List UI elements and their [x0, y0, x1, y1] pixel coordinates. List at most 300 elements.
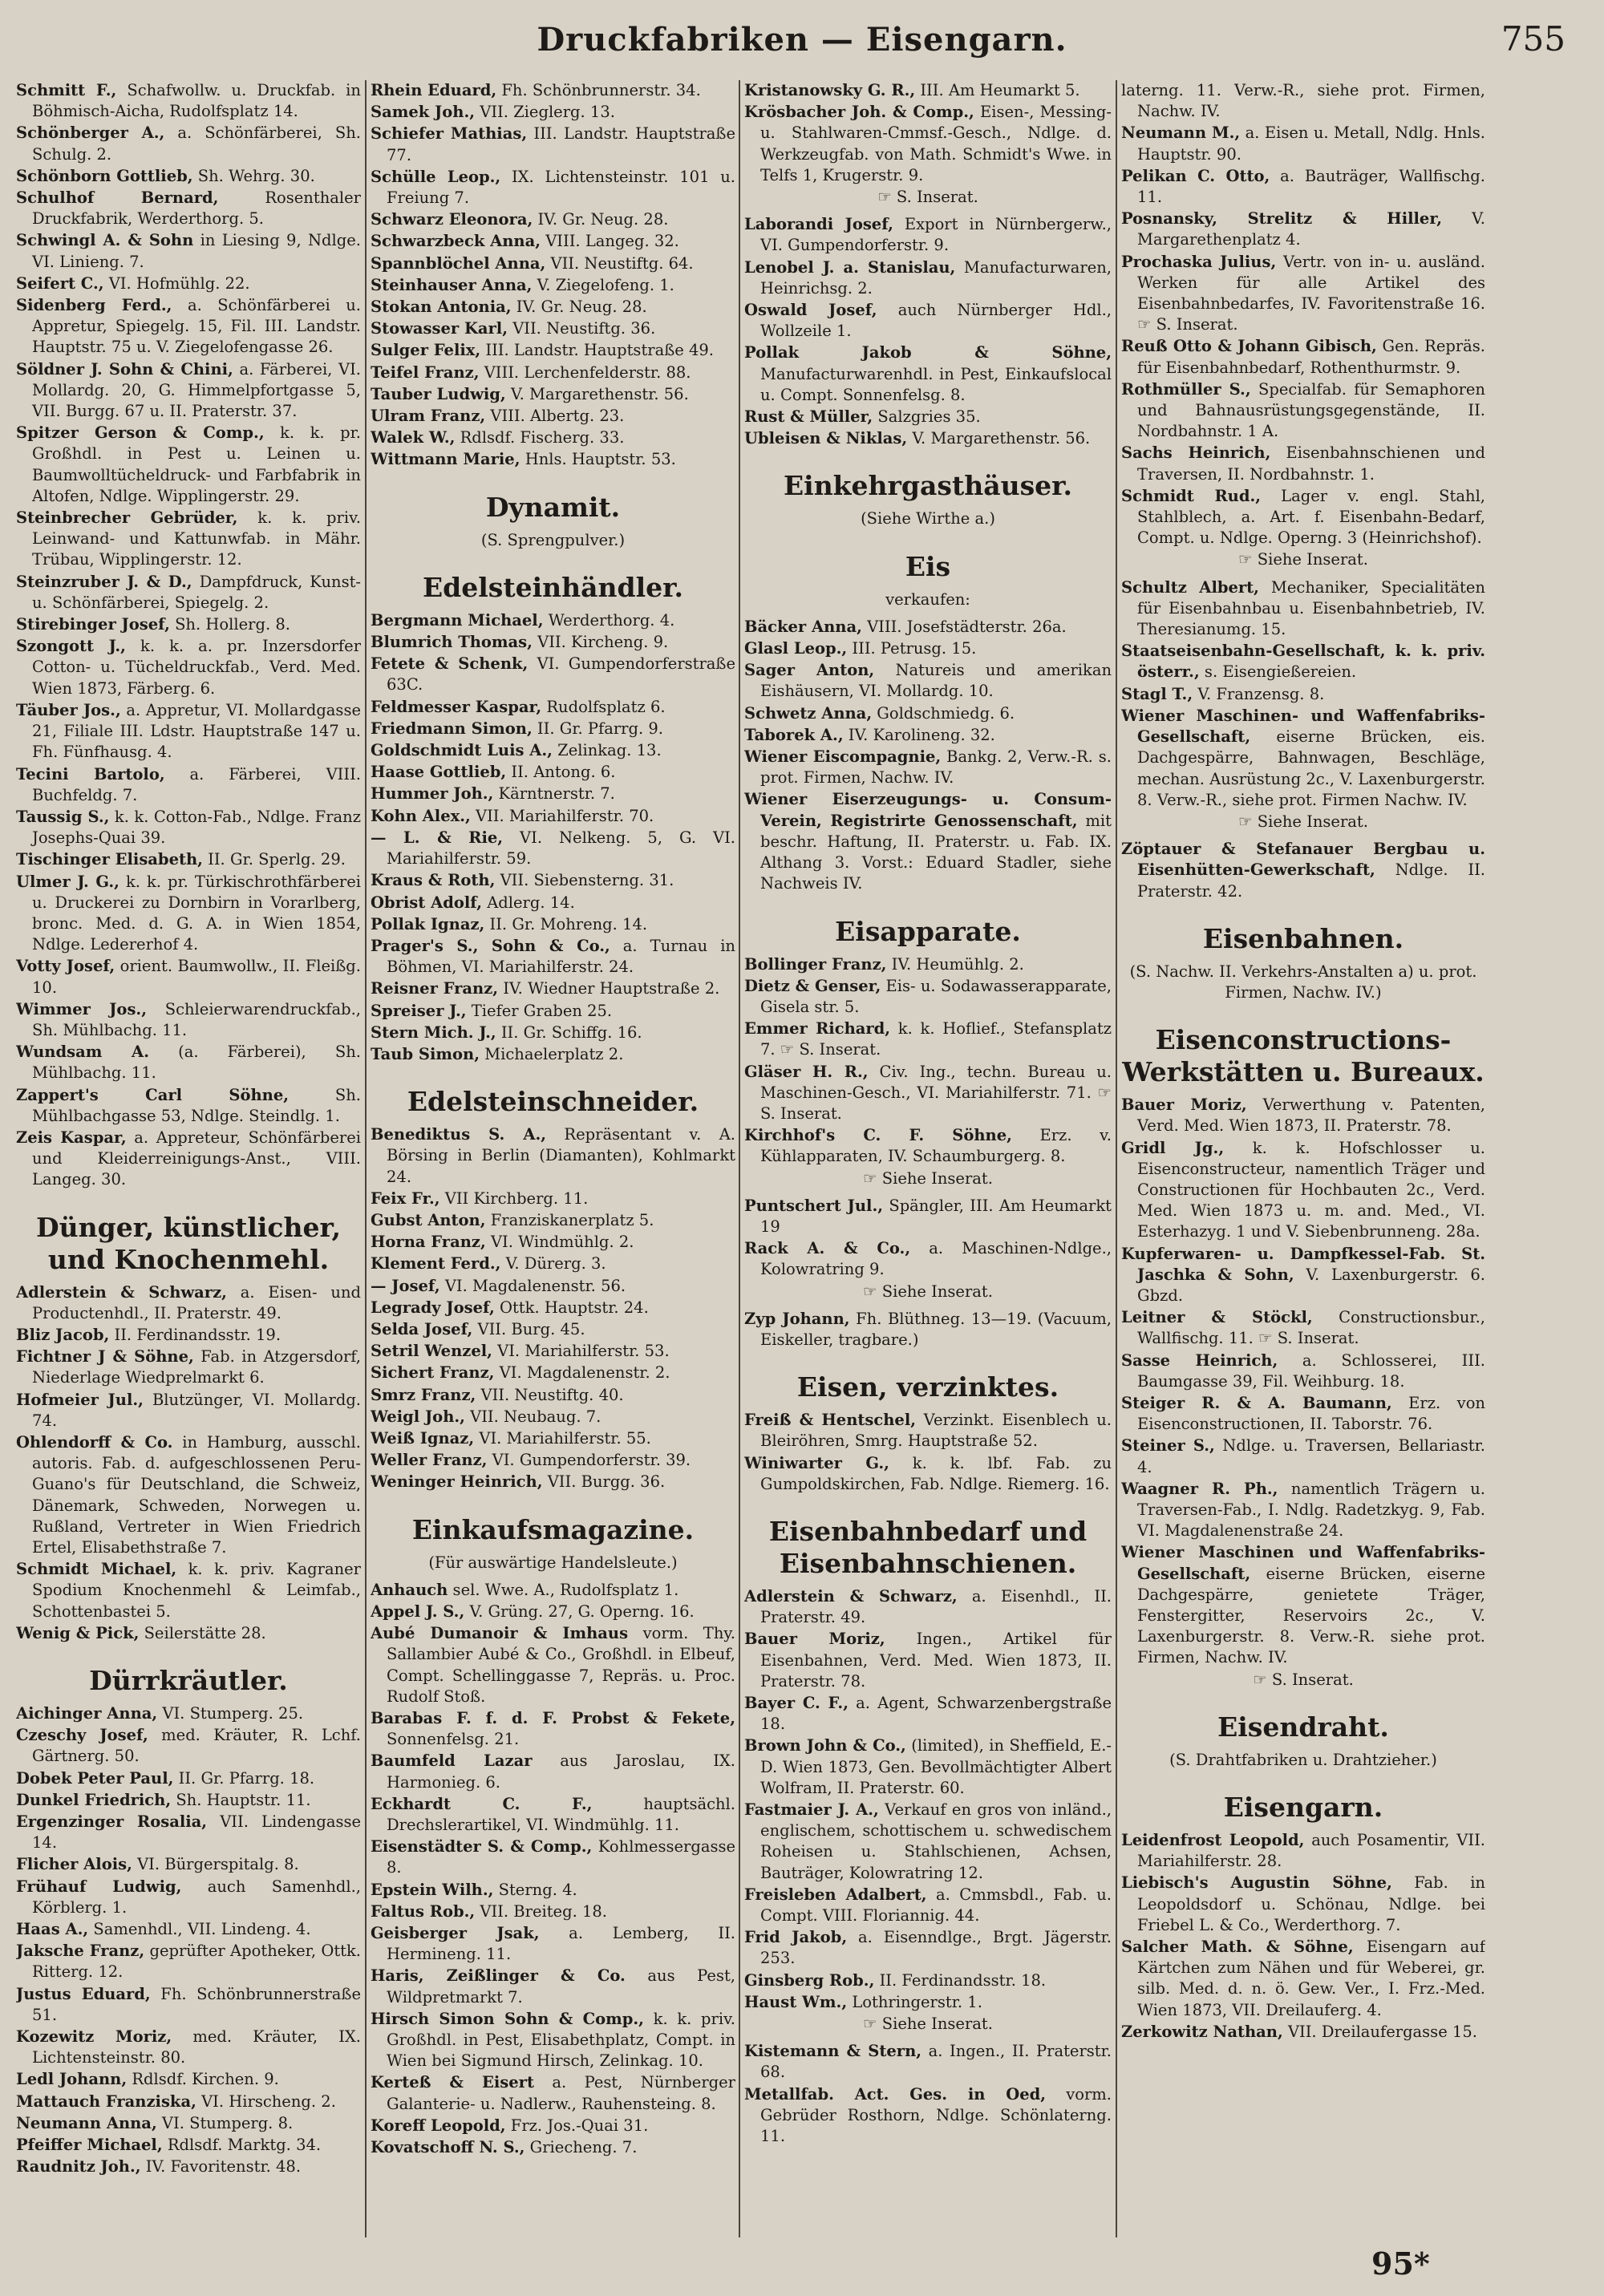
- section-note: ☞ Siehe Inserat.: [1238, 550, 1368, 569]
- entry-name: Hirsch Simon Sohn & Comp.,: [371, 2009, 644, 2028]
- entry-details: Verzinkt. Eisenblech u. Bleiröhren, Smrg. Hauptstraße 52.: [760, 1411, 1112, 1451]
- directory-entry: [744, 725, 1112, 746]
- directory-entry: [1121, 684, 1485, 705]
- directory-entry: [371, 978, 735, 999]
- directory-entry: [16, 230, 361, 272]
- entry-name: Eisenstädter S. & Comp.,: [371, 1837, 593, 1857]
- entry-name: Haas A.,: [16, 1920, 89, 1939]
- directory-entry: [1121, 166, 1485, 208]
- column-divider: [365, 80, 367, 2237]
- entry-details: VI. Magdalenenstr. 56.: [439, 1276, 626, 1295]
- section-heading: Eisenconstructions-Werkstätten u. Bureaux.: [1122, 1024, 1485, 1088]
- entry-details: Schleierwarendruckfab., Sh. Mühlbachg. 11.: [32, 999, 361, 1039]
- directory-entry: [1121, 2022, 1485, 2043]
- entry-details: Ndlge. II. Praterstr. 42.: [1137, 860, 1485, 901]
- entry-details: a. Maschinen-Ndlge., Kolowratring 9.: [760, 1239, 1112, 1279]
- entry-name: Dobek Peter Paul,: [16, 1768, 174, 1788]
- directory-entry: [744, 1735, 1112, 1799]
- directory-entry: [1121, 1138, 1485, 1243]
- entry-details: V. Margarethenstr. 56.: [907, 429, 1091, 448]
- section-note: ☞ S. Inserat.: [877, 188, 978, 207]
- directory-entry: [371, 1044, 735, 1065]
- directory-entry: [1121, 839, 1485, 902]
- directory-entry: [371, 893, 735, 913]
- directory-entry: [744, 257, 1112, 299]
- entry-name: Laborandi Josef,: [744, 215, 893, 234]
- column-2: [371, 80, 735, 2237]
- directory-entry: [744, 617, 1112, 638]
- directory-entry: [371, 2009, 735, 2072]
- entry-name: Reisner Franz,: [371, 979, 499, 998]
- entry-name: Fetete & Schenk,: [371, 654, 529, 674]
- entry-name: Stern Mich. J.,: [371, 1022, 496, 1042]
- entry-details: a. Färberei, VIII. Buchfeldg. 7.: [32, 764, 361, 804]
- entry-name: Schwingl A. & Sohn: [16, 231, 194, 250]
- entry-name: Goldschmidt Luis A.,: [371, 741, 553, 760]
- directory-entry: [744, 1992, 1112, 2013]
- entry-name: Frühauf Ludwig,: [16, 1877, 182, 1896]
- entry-details: Eisen-, Messing- u. Stahlwaren-Cmmsf.-Gesch., Ndlge. d. Werkzeugfab. von Math. Schmidt's Wwe. in Telfs 1, Krugerstr. 9.: [760, 103, 1112, 184]
- entry-details: k. k. priv. Großhdl. in Pest, Elisabethplatz, Compt. in Wien bei Sigmund Hirsch, Zelinkag. 10.: [387, 2009, 735, 2071]
- page-number: 755: [1501, 19, 1566, 59]
- column-divider: [739, 80, 740, 2237]
- entry-name: Steiner S.,: [1121, 1436, 1215, 1456]
- entry-details: V. Ziegelofeng. 1.: [532, 275, 674, 294]
- entry-details: orient. Baumwollw., II. Fleißg. 10.: [32, 957, 361, 997]
- entry-name: Kovatschoff N. S.,: [371, 2138, 525, 2157]
- directory-entry: [371, 406, 735, 427]
- directory-entry: [371, 1708, 735, 1750]
- directory-entry: [16, 295, 361, 358]
- entry-details: IV. Gr. Neug. 28.: [511, 298, 647, 317]
- directory-entry: [744, 747, 1112, 788]
- entry-name: Sasse Heinrich,: [1121, 1350, 1278, 1370]
- directory-entry: [1121, 1873, 1485, 1936]
- entry-details: k. k. lbf. Fab. zu Gumpoldskirchen, Fab. Ndlge. Riemerg. 16.: [760, 1453, 1112, 1493]
- entry-name: Ledl Johann,: [16, 2070, 128, 2089]
- entry-name: Waagner R. Ph.,: [1121, 1479, 1278, 1498]
- directory-entry: [16, 2135, 361, 2156]
- entry-name: Hofmeier Jul.,: [16, 1390, 144, 1409]
- entry-details: Blutzünger, VI. Mollardg. 74.: [32, 1390, 361, 1430]
- entry-name: Adlerstein & Schwarz,: [744, 1586, 958, 1606]
- directory-entry: [371, 1923, 735, 1965]
- entry-details: II. Ferdinandsstr. 18.: [874, 1970, 1047, 1990]
- entry-details: VI. Hirscheng. 2.: [196, 2092, 336, 2111]
- directory-entry: [16, 1282, 361, 1324]
- directory-entry: [744, 102, 1112, 186]
- directory-entry: [371, 2116, 735, 2136]
- directory-entry: [371, 275, 735, 296]
- directory-entry: [16, 1919, 361, 1940]
- entry-name: Stowasser Karl,: [371, 319, 508, 338]
- entry-name: Tischinger Elisabeth,: [16, 850, 203, 869]
- entry-name: Pelikan C. Otto,: [1121, 166, 1270, 185]
- directory-entry: [1121, 336, 1485, 378]
- directory-entry: [744, 2041, 1112, 2083]
- entry-details: Gen. Repräs. für Eisenbahnbedarf, Rothenthurmstr. 9.: [1137, 337, 1485, 377]
- section-heading: Dünger, künstlicher, und Knochenmehl.: [36, 1211, 341, 1275]
- entry-name: Kristanowsky G. R.,: [744, 81, 916, 99]
- entry-name: Epstein Wilh.,: [371, 1880, 494, 1899]
- directory-entry: [371, 1580, 735, 1601]
- entry-name: Spitzer Gerson & Comp.,: [16, 423, 265, 443]
- entry-details: IV. Wiedner Hauptstraße 2.: [498, 979, 720, 998]
- directory-entry: [1121, 1830, 1485, 1872]
- directory-entry: [371, 1210, 735, 1231]
- entry-details: auch Nürnberger Hdl., Wollzeile 1.: [760, 301, 1112, 341]
- entry-name: Freisleben Adalbert,: [744, 1885, 927, 1904]
- directory-entry: [371, 209, 735, 230]
- directory-entry: [1121, 1542, 1485, 1668]
- directory-entry: [371, 297, 735, 318]
- directory-entry: [16, 2113, 361, 2134]
- entry-details: k. k. a. pr. Inzersdorfer Cotton- u. Tücheldruckfab., Verd. Med. Wien 1873, Färberg. 6.: [32, 637, 361, 698]
- directory-entry: [1121, 1095, 1485, 1136]
- entry-details: Griecheng. 7.: [525, 2138, 638, 2157]
- directory-entry: [1121, 486, 1485, 549]
- directory-entry: [16, 1085, 361, 1127]
- directory-entry: [371, 1602, 735, 1622]
- directory-entry: [744, 638, 1112, 659]
- directory-entry: [371, 167, 735, 209]
- entry-name: Gubst Anton,: [371, 1210, 486, 1229]
- entry-name: Rack A. & Co.,: [744, 1239, 911, 1258]
- entry-details: Tiefer Graben 25.: [466, 1001, 613, 1020]
- entry-name: Baumfeld Lazar: [371, 1751, 533, 1771]
- directory-entry: [16, 123, 361, 164]
- entry-details: a. Eisenndlge., Brgt. Jägerstr. 253.: [760, 1928, 1112, 1968]
- entry-name: Walek W.,: [371, 428, 456, 447]
- directory-entry: [16, 1768, 361, 1789]
- entry-name: Samek Joh.,: [371, 103, 476, 122]
- entry-details: Spängler, III. Am Heumarkt 19: [760, 1196, 1112, 1236]
- directory-entry: [16, 188, 361, 229]
- entry-name: Kupferwaren- u. Dampfkessel-Fab. St. Jaschka & Sohn,: [1121, 1244, 1485, 1284]
- directory-entry: [16, 1432, 361, 1558]
- entry-name: Kirchhof's C. F. Söhne,: [744, 1126, 1012, 1145]
- directory-entry: [371, 1836, 735, 1878]
- section-heading: Eis: [905, 550, 951, 582]
- entry-name: Schiefer Mathias,: [371, 124, 528, 144]
- entry-name: Appel J. S.,: [371, 1602, 465, 1621]
- entry-name: Seifert C.,: [16, 273, 104, 293]
- directory-entry: [371, 253, 735, 274]
- directory-entry: [371, 806, 735, 827]
- entry-name: Krösbacher Joh. & Comp.,: [744, 103, 974, 122]
- section-note: ☞ Siehe Inserat.: [1238, 812, 1368, 831]
- entry-details: Sh. Wehrg. 30.: [192, 166, 315, 185]
- entry-details: VI. Stumperg. 8.: [156, 2113, 294, 2132]
- entry-name: Smrz Franz,: [371, 1385, 476, 1404]
- entry-details: eiserne Brücken, eiserne Dachgespärre, genietete Träger, Fenstergitter, Reservoirs 2c., V. Laxenburgerstr. 8. Verw.-R. siehe prot. Firmen, Nachw. IV.: [1137, 1564, 1485, 1667]
- entry-details: (a. Färberei), Sh. Mühlbachg. 11.: [32, 1043, 361, 1083]
- entry-name: Reuß Otto & Johann Gibisch,: [1121, 337, 1377, 356]
- directory-entry: [744, 1629, 1112, 1692]
- section-note: (S. Sprengpulver.): [480, 530, 626, 549]
- entry-name: Justus Eduard,: [16, 1984, 151, 2003]
- directory-entry: [371, 427, 735, 448]
- entry-name: Wiener Maschinen und Waffenfabriks-Gesellschaft,: [1121, 1543, 1485, 1583]
- entry-name: Schönborn Gottlieb,: [16, 166, 193, 185]
- entry-details: VI. Magdalenenstr. 2.: [494, 1363, 670, 1383]
- column-1: [16, 80, 361, 2237]
- entry-name: Mattauch Franziska,: [16, 2092, 196, 2111]
- directory-entry: [371, 1407, 735, 1427]
- entry-details: VII. Burg. 45.: [472, 1319, 585, 1338]
- entry-details: V. Margarethenstr. 56.: [505, 384, 689, 403]
- entry-details: Rudolfsplatz 6.: [541, 697, 666, 716]
- directory-entry: [744, 1800, 1112, 1884]
- directory-entry: [371, 231, 735, 252]
- entry-name: Flicher Alois,: [16, 1855, 132, 1874]
- directory-entry: [744, 703, 1112, 724]
- entry-name: Kistemann & Stern,: [744, 2042, 922, 2061]
- directory-entry: [744, 342, 1112, 406]
- entry-details: Fab. in Leopoldsdorf u. Schönau, Ndlge. bei Friebel L. & Co., Werderthorg. 7.: [1137, 1873, 1485, 1934]
- section-heading: Einkehrgasthäuser.: [784, 470, 1072, 502]
- directory-entry: [1121, 1479, 1485, 1542]
- entry-name: Bergmann Michael,: [371, 610, 544, 630]
- directory-entry: [371, 1232, 735, 1253]
- entry-details: IX. Lichtensteinstr. 101 u. Freiung 7.: [387, 167, 735, 208]
- entry-details: Fh. Schönbrunnerstr. 34.: [496, 81, 701, 99]
- entry-details: med. Kräuter, R. Lchf. Gärtnerg. 50.: [32, 1726, 361, 1766]
- entry-details: VII. Neustiftg. 36.: [508, 319, 656, 338]
- entry-details: VII. Lindengasse 14.: [32, 1812, 361, 1853]
- entry-details: VII Kirchberg. 11.: [439, 1188, 589, 1208]
- entry-details: sel. Wwe. A., Rudolfsplatz 1.: [448, 1580, 679, 1599]
- directory-entry: [16, 1941, 361, 1982]
- directory-entry: [744, 954, 1112, 975]
- entry-name: Schmidt Michael,: [16, 1560, 177, 1579]
- entry-details: mit beschr. Haftung, II. Praterstr. u. Fab. IX. Althang 3. Vorst.: Eduard Stadler, siehe Nachweis IV.: [760, 811, 1112, 893]
- entry-name: Selda Josef,: [371, 1319, 473, 1338]
- entry-name: Tecini Bartolo,: [16, 764, 165, 784]
- entry-name: Sager Anton,: [744, 661, 875, 680]
- entry-details: III. Petrusg. 15.: [847, 639, 977, 658]
- directory-entry: [16, 1812, 361, 1853]
- entry-name: Steinzruber J. & D.,: [16, 572, 192, 591]
- directory-entry: [16, 1725, 361, 1767]
- entry-name: Stagl T.,: [1121, 684, 1193, 703]
- entry-name: Wenig & Pick,: [16, 1623, 140, 1642]
- entry-details: a. Pest, Nürnberger Galanterie- u. Nadlerw., Rauhensteing. 8.: [387, 2073, 735, 2113]
- directory-entry: [16, 872, 361, 956]
- directory-entry: [1121, 1244, 1485, 1307]
- entry-details: VI. Bürgerspitalg. 8.: [132, 1855, 299, 1874]
- directory-entry: [744, 1586, 1112, 1628]
- entry-details: hauptsächl. Drechslerartikel, VI. Windmühlg. 11.: [387, 1794, 735, 1835]
- entry-name: Votty Josef,: [16, 957, 115, 976]
- entry-name: Spreiser J.,: [371, 1001, 467, 1020]
- entry-details: Ndlge. u. Traversen, Bellariastr. 4.: [1137, 1436, 1485, 1476]
- entry-name: Sichert Franz,: [371, 1363, 495, 1383]
- entry-details: auch Posamentir, VII. Mariahilferstr. 28.: [1137, 1831, 1485, 1871]
- entry-details: VIII. Langeg. 32.: [541, 232, 679, 251]
- entry-name: Leitner & Stöckl,: [1121, 1308, 1313, 1327]
- directory-entry: [371, 1428, 735, 1449]
- entry-details: laterng. 11. Verw.-R., siehe prot. Firmen, Nachw. IV.: [1121, 81, 1485, 121]
- entry-name: Leidenfrost Leopold,: [1121, 1831, 1305, 1850]
- entry-name: Dietz & Genser,: [744, 976, 881, 995]
- entry-name: Blumrich Thomas,: [371, 633, 533, 652]
- directory-entry: [16, 359, 361, 423]
- directory-entry: [744, 1970, 1112, 1991]
- entry-details: Ottk. Hauptstr. 24.: [494, 1298, 649, 1317]
- section-note: (Für auswärtige Handelsleute.): [428, 1553, 678, 1572]
- directory-entry: [1121, 209, 1485, 250]
- entry-name: Pfeiffer Michael,: [16, 2136, 163, 2155]
- directory-entry: [1121, 1937, 1485, 2021]
- directory-entry: [371, 740, 735, 761]
- entry-name: Lenobel J. a. Stanislau,: [744, 257, 956, 277]
- entry-name: Feldmesser Kaspar,: [371, 697, 542, 716]
- directory-entry: [744, 428, 1112, 449]
- entry-name: Anhauch: [371, 1580, 448, 1599]
- directory-entry: [16, 1325, 361, 1346]
- entry-name: Steinbrecher Gebrüder,: [16, 508, 238, 528]
- entry-name: Neumann Anna,: [16, 2113, 157, 2132]
- directory-entry: [16, 614, 361, 635]
- entry-details: Sh. Hauptstr. 11.: [171, 1790, 311, 1809]
- directory-entry: [371, 914, 735, 935]
- entry-name: Ginsberg Rob.,: [744, 1970, 875, 1990]
- directory-entry: [371, 828, 735, 869]
- directory-entry: [371, 340, 735, 361]
- column-divider: [1116, 80, 1117, 2237]
- entry-details: VI. Hofmühlg. 22.: [103, 273, 250, 293]
- directory-entry: [1121, 641, 1485, 682]
- entry-name: Haust Wm.,: [744, 1992, 848, 2011]
- column-4: [1121, 80, 1485, 2237]
- entry-name: Sachs Heinrich,: [1121, 443, 1271, 463]
- entry-name: Czeschy Josef,: [16, 1726, 148, 1745]
- entry-name: Bollinger Franz,: [744, 954, 887, 974]
- entry-name: Prochaska Julius,: [1121, 252, 1277, 271]
- entry-name: Rhein Eduard,: [371, 81, 497, 99]
- entry-details: Verkauf en gros von inländ., englischem, schottischem u. schwedischem Roheisen u. Stahlschienen, Achsen, Bauträger, Kolowratring 12.: [760, 1800, 1112, 1882]
- entry-details: a. Appretur, VI. Mollardgasse 21, Filiale III. Ldstr. Hauptstraße 147 u. Fh. Fünfhausg. 4.: [32, 700, 361, 762]
- entry-details: Sh. Hollerg. 8.: [169, 615, 290, 634]
- entry-details: V. Dürerg. 3.: [500, 1254, 606, 1274]
- entry-name: Ubleisen & Niklas,: [744, 429, 908, 448]
- entry-details: vorm. Gebrüder Rosthorn, Ndlge. Schönlaterng. 11.: [760, 2084, 1112, 2146]
- entry-name: Benediktus S. A.,: [371, 1125, 547, 1144]
- entry-name: Schultz Albert,: [1121, 577, 1259, 597]
- entry-details: eiserne Brücken, eis. Dachgespärre, Bahnwagen, Beschläge, mechan. Ausrüstung 2c., V. Laxenburgerstr. 8. Verw.-R., siehe prot. Firmen Nachw. IV.: [1137, 727, 1485, 809]
- entry-details: Lager v. engl. Stahl, Stahlblech, a. Art. f. Eisenbahn-Bedarf, Compt. u. Ndlge. Operng. 3 (Heinrichshof).: [1137, 486, 1485, 548]
- entry-name: Schwarz Eleonora,: [371, 210, 533, 229]
- entry-name: Sulger Felix,: [371, 341, 481, 360]
- directory-entry: [744, 1927, 1112, 1969]
- directory-entry: [371, 1450, 735, 1471]
- entry-details: Franziskanerplatz 5.: [485, 1210, 654, 1229]
- entry-name: Kerteß & Eisert: [371, 2073, 534, 2092]
- directory-entry: [744, 1238, 1112, 1280]
- directory-entry: [744, 1410, 1112, 1452]
- entry-name: Hummer Joh.,: [371, 784, 494, 804]
- entry-name: Schmitt F.,: [16, 81, 117, 99]
- section-note: (S. Drahtfabriken u. Drahtzieher.): [1169, 1750, 1437, 1769]
- entry-name: Horna Franz,: [371, 1233, 486, 1252]
- entry-details: VII. Zieglerg. 13.: [475, 103, 615, 122]
- directory-entry: [371, 1363, 735, 1383]
- entry-name: Faltus Rob.,: [371, 1901, 476, 1921]
- entry-name: Gridl Jg.,: [1121, 1138, 1225, 1157]
- entry-name: Weller Franz,: [371, 1451, 488, 1470]
- entry-details: VII. Neubaug. 7.: [464, 1407, 602, 1426]
- entry-name: Metallfab. Act. Ges. in Oed,: [744, 2084, 1047, 2104]
- directory-entry: [16, 1877, 361, 1918]
- entry-details: VIII. Lerchenfelderstr. 88.: [479, 362, 691, 382]
- directory-entry: [744, 300, 1112, 342]
- directory-entry: [371, 1341, 735, 1362]
- section-heading: Dynamit.: [485, 491, 621, 523]
- directory-entry: [1121, 123, 1485, 164]
- entry-details: Samenhdl., VII. Lindeng. 4.: [88, 1920, 311, 1939]
- entry-details: IV. Karolineng. 32.: [843, 725, 995, 744]
- entry-name: Kohn Alex.,: [371, 806, 471, 825]
- entry-details: Export in Nürnbergerw., VI. Gumpendorferstr. 9.: [760, 215, 1112, 255]
- entry-name: Schulhof Bernard,: [16, 188, 219, 208]
- section-heading: Eisengarn.: [1223, 1792, 1383, 1824]
- directory-entry: [1121, 252, 1485, 336]
- directory-entry: [16, 508, 361, 571]
- entry-details: auch Samenhdl., Körblerg. 1.: [32, 1877, 361, 1917]
- entry-details: vorm. Thy. Sallambier Aubé & Co., Großhdl. in Elbeuf, Compt. Schellinggasse 7, Repräs. u. Proc. Rudolf Stoß.: [387, 1624, 735, 1706]
- directory-entry: [371, 80, 735, 101]
- entry-name: Teifel Franz,: [371, 362, 480, 382]
- directory-entry: [371, 1623, 735, 1707]
- entry-details: Goldschmiedg. 6.: [872, 703, 1015, 723]
- directory-entry: [16, 2069, 361, 2090]
- entry-name: Wimmer Jos.,: [16, 999, 147, 1018]
- directory-entry: [16, 1346, 361, 1388]
- entry-details: Rdlsdf. Marktg. 34.: [162, 2136, 322, 2155]
- entry-details: Rdlsdf. Kirchen. 9.: [127, 2070, 279, 2089]
- entry-details: Ingen., Artikel für Eisenbahnen, Verd. Med. Wien 1873, II. Praterstr. 78.: [760, 1630, 1112, 1691]
- entry-details: Eisengarn auf Kärtchen zum Nähen und für Weberei, gr. silb. Med. d. n. ö. Gew. Ver., I. Frz.-Med. Wien 1873, VII. Dreilauferg. 4.: [1137, 1938, 1485, 2019]
- entry-name: Zappert's Carl Söhne,: [16, 1085, 290, 1104]
- entry-name: Zerkowitz Nathan,: [1121, 2022, 1283, 2041]
- directory-entry: [1121, 1350, 1485, 1392]
- entry-details: V. Margarethenplatz 4.: [1137, 209, 1485, 249]
- directory-entry: [371, 1319, 735, 1340]
- entry-name: Neumann M.,: [1121, 124, 1241, 143]
- entry-details: k. k. Cotton-Fab., Ndlge. Franz Josephs-Quai 39.: [32, 807, 361, 848]
- entry-name: Haase Gottlieb,: [371, 763, 507, 782]
- entry-details: Seilerstätte 28.: [139, 1623, 266, 1642]
- entry-name: Friedmann Simon,: [371, 719, 533, 738]
- entry-name: Kraus & Roth,: [371, 871, 496, 890]
- entry-name: — Josef,: [371, 1276, 440, 1295]
- entry-name: Ergenzinger Rosalia,: [16, 1812, 208, 1832]
- entry-details: V. Grüng. 27, G. Operng. 16.: [464, 1602, 695, 1621]
- directory-entry: [744, 1125, 1112, 1167]
- entry-details: k. k. pr. Türkischrothfärberei u. Druckerei zu Dornbirn in Vorarlberg, bronc. Med. d. G. A. in Wien 1854, Ndlge. Ledererhof 4.: [32, 872, 361, 954]
- directory-entry: [1121, 80, 1485, 122]
- entry-name: Rothmüller S.,: [1121, 379, 1251, 399]
- directory-entry: [744, 2084, 1112, 2148]
- entry-name: Aubé Dumanoir & Imhaus: [371, 1624, 629, 1643]
- entry-name: Weiß Ignaz,: [371, 1428, 475, 1448]
- directory-entry: [16, 1984, 361, 2026]
- entry-name: Aichinger Anna,: [16, 1704, 158, 1723]
- entry-name: Schmidt Rud.,: [1121, 486, 1262, 505]
- entry-details: VI. Windmühlg. 2.: [485, 1233, 634, 1252]
- entry-name: Taub Simon,: [371, 1044, 480, 1063]
